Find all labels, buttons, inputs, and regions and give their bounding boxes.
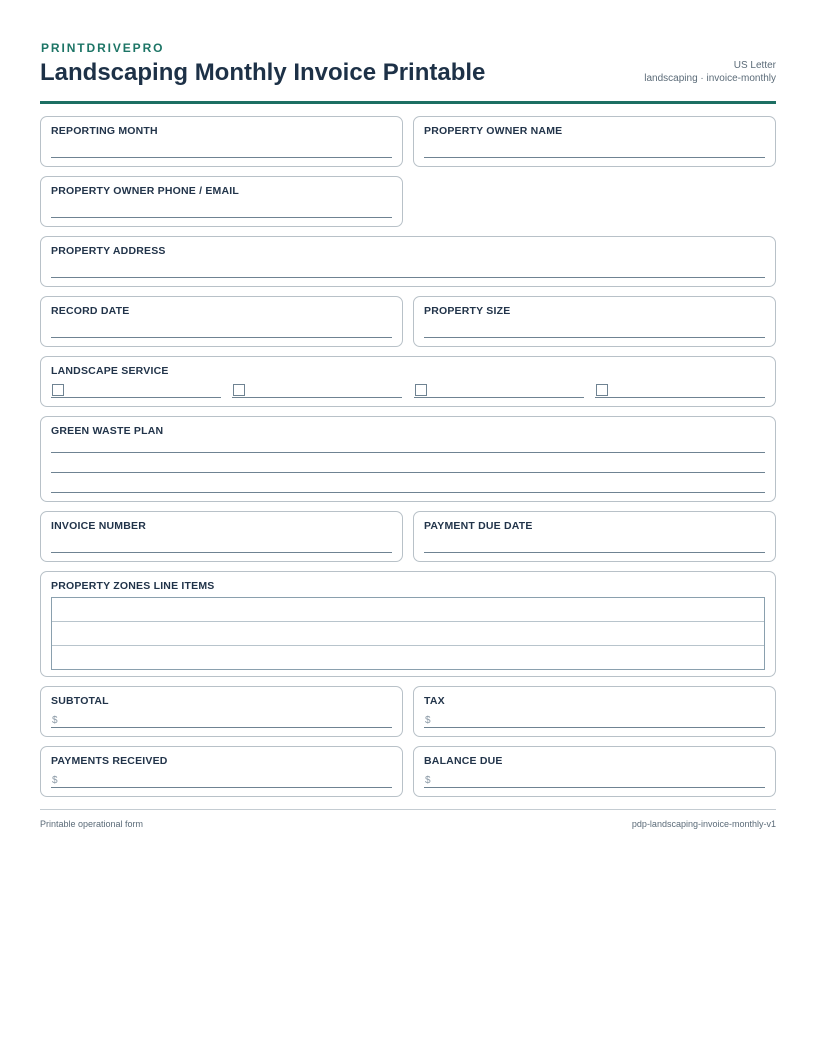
tax-field <box>413 686 776 737</box>
payment-due-date-input-line[interactable] <box>424 552 765 553</box>
reporting-month-label: REPORTING MONTH <box>51 125 158 137</box>
green-waste-plan-line-3[interactable] <box>51 492 765 493</box>
green-waste-plan-line-1[interactable] <box>51 452 765 453</box>
owner-contact-input-line[interactable] <box>51 217 392 218</box>
property-address-label: PROPERTY ADDRESS <box>51 245 166 257</box>
green-waste-plan-field <box>40 416 776 502</box>
reporting-month-input-line[interactable] <box>51 157 392 158</box>
currency-symbol: $ <box>52 775 58 786</box>
green-waste-plan-label: GREEN WASTE PLAN <box>51 425 164 437</box>
currency-symbol: $ <box>425 775 431 786</box>
service-option-4-checkbox[interactable] <box>596 384 608 396</box>
payments-received-field <box>40 746 403 797</box>
subtotal-input-line[interactable] <box>51 727 392 728</box>
document-meta <box>644 59 776 85</box>
landscape-service-field <box>40 356 776 407</box>
payments-received-input-line[interactable] <box>51 787 392 788</box>
record-date-input-line[interactable] <box>51 337 392 338</box>
service-option-2-checkbox[interactable] <box>233 384 245 396</box>
line-items-field <box>40 571 776 677</box>
currency-symbol: $ <box>52 715 58 726</box>
service-option-1-line[interactable] <box>51 397 221 398</box>
owner-contact-label: PROPERTY OWNER PHONE / EMAIL <box>51 185 240 197</box>
currency-symbol: $ <box>425 715 431 726</box>
balance-due-label: BALANCE DUE <box>424 755 503 767</box>
table-row[interactable] <box>52 646 764 669</box>
balance-due-input-line[interactable] <box>424 787 765 788</box>
line-items-label: PROPERTY ZONES LINE ITEMS <box>51 580 215 592</box>
page-header <box>40 41 776 104</box>
property-size-input-line[interactable] <box>424 337 765 338</box>
invoice-number-input-line[interactable] <box>51 552 392 553</box>
invoice-number-field <box>40 511 403 562</box>
brand-logo-text: PRINTDRIVEPRO <box>41 41 165 55</box>
property-address-input-line[interactable] <box>51 277 765 278</box>
document-tags: landscaping · invoice-monthly <box>644 73 776 84</box>
paper-size-label: US Letter <box>733 60 776 71</box>
property-owner-name-label: PROPERTY OWNER NAME <box>424 125 563 137</box>
green-waste-plan-line-2[interactable] <box>51 472 765 473</box>
service-option-4-line[interactable] <box>595 397 765 398</box>
invoice-number-label: INVOICE NUMBER <box>51 520 146 532</box>
service-option-1-checkbox[interactable] <box>52 384 64 396</box>
record-date-label: RECORD DATE <box>51 305 130 317</box>
reporting-month-field <box>40 116 403 167</box>
subtotal-field <box>40 686 403 737</box>
service-option-2-line[interactable] <box>232 397 402 398</box>
landscape-service-label: LANDSCAPE SERVICE <box>51 365 169 377</box>
tax-label: TAX <box>424 695 445 707</box>
page-title: Landscaping Monthly Invoice Printable <box>40 59 486 86</box>
tax-input-line[interactable] <box>424 727 765 728</box>
line-items-table <box>51 597 765 670</box>
subtotal-label: SUBTOTAL <box>51 695 109 707</box>
payment-due-date-field <box>413 511 776 562</box>
page-footer <box>40 809 776 834</box>
property-owner-name-field <box>413 116 776 167</box>
payments-received-label: PAYMENTS RECEIVED <box>51 755 168 767</box>
record-date-field <box>40 296 403 347</box>
table-row[interactable] <box>52 622 764 646</box>
table-row[interactable] <box>52 598 764 622</box>
service-option-3-checkbox[interactable] <box>415 384 427 396</box>
balance-due-field <box>413 746 776 797</box>
footer-description: Printable operational form <box>40 819 144 829</box>
owner-contact-field <box>40 176 403 227</box>
property-owner-name-input-line[interactable] <box>424 157 765 158</box>
service-option-3-line[interactable] <box>414 397 584 398</box>
property-size-field <box>413 296 776 347</box>
payment-due-date-label: PAYMENT DUE DATE <box>424 520 533 532</box>
property-address-field <box>40 236 776 287</box>
footer-form-id: pdp-landscaping-invoice-monthly-v1 <box>631 819 776 829</box>
property-size-label: PROPERTY SIZE <box>424 305 511 317</box>
